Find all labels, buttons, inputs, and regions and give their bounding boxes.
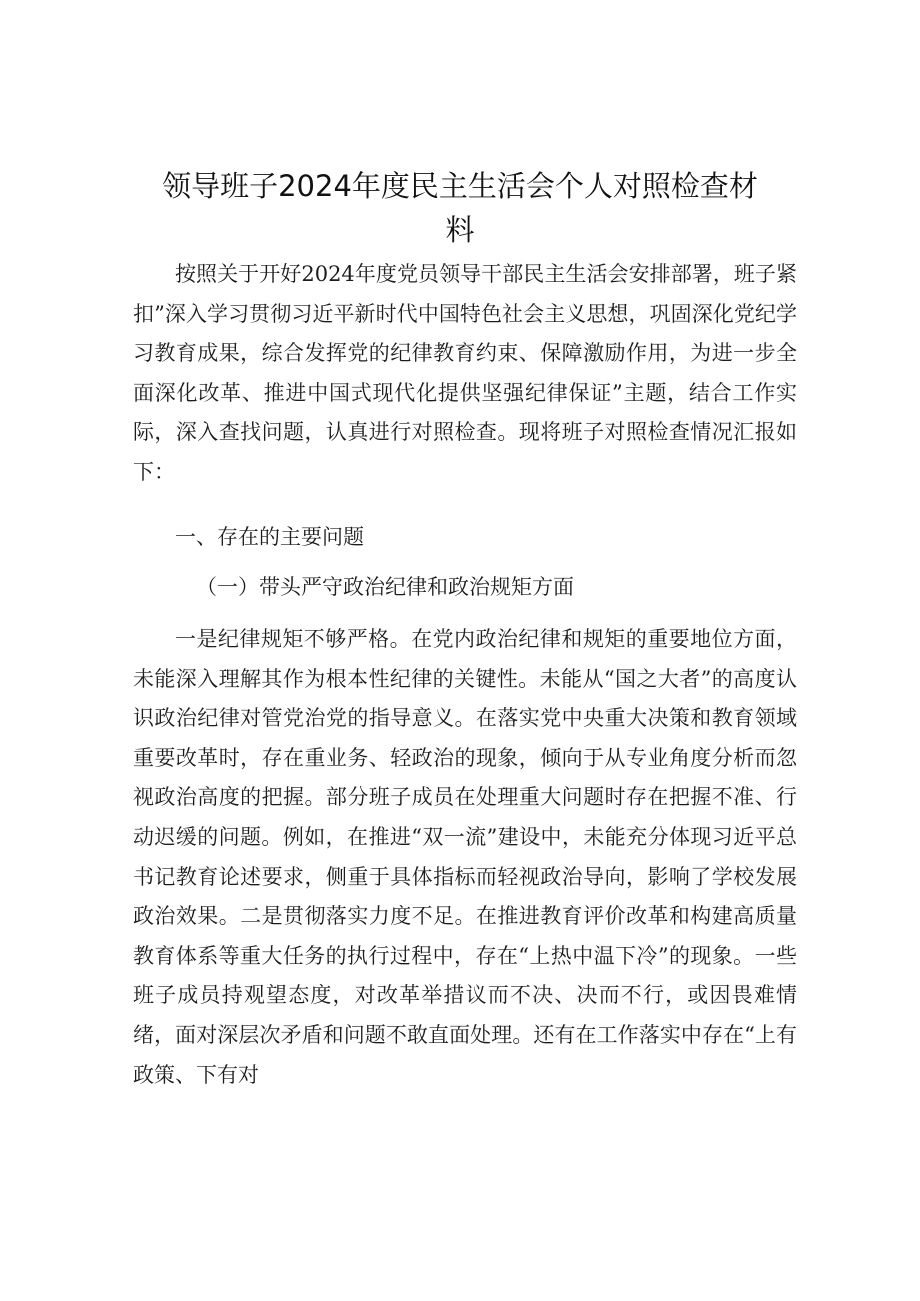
subsection-heading: （一）带头严守政治纪律和政治规矩方面 (196, 575, 574, 599)
section-heading: 一、存在的主要问题 (175, 525, 364, 549)
intro-paragraph: 按照关于开好2024年度党员领导干部民主生活会安排部署，班子紧扣”深入学习贯彻习近平新时代中国特色社会主义思想，巩固深化党纪学习教育成果，综合发挥党的纪律教育约束、保障激励作用，为进一步全面深化改革、推进中国式现代化提供坚强纪律保证”主题，结合工作实际，深入查找问题，认真进行对照检查。现将班子对照检查情况汇报如下： (133, 262, 797, 484)
document-title: 领导班子2024年度民主生活会个人对照检查材料 (162, 169, 758, 247)
body-paragraph: 一是纪律规矩不够严格。在党内政治纪律和规矩的重要地位方面，未能深入理解其作为根本性纪律的关键性。未能从“国之大者”的高度认识政治纪律对管党治党的指导意义。在落实党中央重大决策和教育领域重要改革时，存在重业务、轻政治的现象，倾向于从专业角度分析而忽视政治高度的把握。部分班子成员在处理重大问题时存在把握不准、行动迟缓的问题。例如，在推进“双一流”建设中，未能充分体现习近平总书记教育论述要求，侧重于具体指标而轻视政治导向，影响了学校发展政治效果。二是贯彻落实力度不足。在推进教育评价改革和构建高质量教育体系等重大任务的执行过程中，存在“上热中温下冷”的现象。一些班子成员持观望态度，对改革举措议而不决、决而不行，或因畏难情绪，面对深层次矛盾和问题不敢直面处理。还有在工作落实中存在“上有政策、下有对 (133, 627, 797, 1087)
